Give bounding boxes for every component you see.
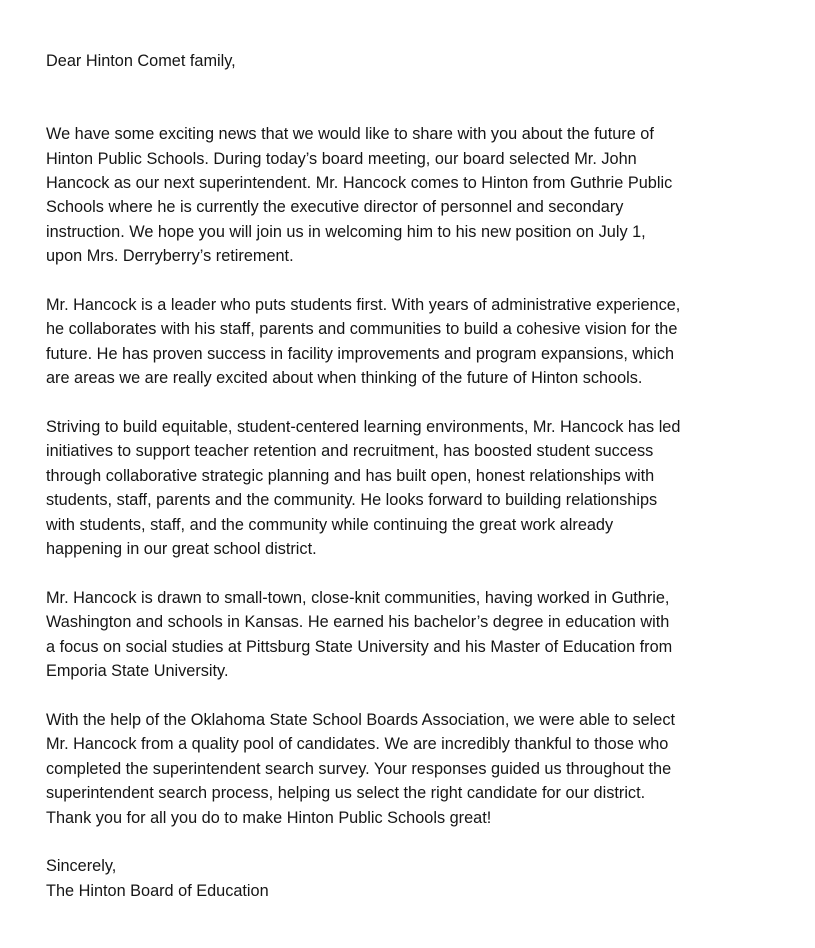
paragraph-line: Washington and schools in Kansas. He earned his bachelor’s degree in education with — [46, 613, 670, 632]
paragraph-line: Emporia State University. — [46, 662, 229, 681]
paragraph-line: upon Mrs. Derryberry’s retirement. — [46, 247, 294, 266]
letter-body — [46, 49, 806, 903]
paragraph-line: instruction. We hope you will join us in welcoming him to his new position on July 1, — [46, 222, 646, 241]
paragraph-line: With the help of the Oklahoma State School Boards Association, we were able to select — [46, 710, 675, 729]
paragraph-line: a focus on social studies at Pittsburg State University and his Master of Education from — [46, 637, 673, 656]
paragraph-announcement — [46, 122, 806, 268]
paragraph-line: superintendent search process, helping us select the right candidate for our district. — [46, 784, 646, 803]
paragraph-line: students, staff, parents and the community. He looks forward to building relationships — [46, 491, 658, 510]
paragraph-line: with students, staff, and the community while continuing the great work already — [46, 515, 614, 534]
paragraph-line: he collaborates with his staff, parents and communities to build a cohesive vision for the — [46, 320, 678, 339]
greeting: Dear Hinton Comet family, — [46, 52, 236, 70]
paragraph-line: Thank you for all you do to make Hinton Public Schools great! — [46, 808, 492, 827]
paragraph-line: are areas we are really excited about when thinking of the future of Hinton schools. — [46, 369, 643, 388]
paragraph-background — [46, 586, 806, 684]
paragraph-line: happening in our great school district. — [46, 540, 317, 559]
paragraph-line: We have some exciting news that we would like to share with you about the future of — [46, 125, 654, 144]
paragraph-line: Hancock as our next superintendent. Mr. Hancock comes to Hinton from Guthrie Public — [46, 174, 673, 193]
paragraph-line: Mr. Hancock is a leader who puts students first. With years of administrative experience, — [46, 296, 681, 315]
paragraph-thanks — [46, 708, 806, 830]
paragraph-line: through collaborative strategic planning and has built open, honest relationships with — [46, 466, 655, 485]
signature: The Hinton Board of Education — [46, 881, 269, 900]
paragraph-line: Mr. Hancock is drawn to small-town, close-knit communities, having worked in Guthrie, — [46, 588, 670, 607]
paragraph-line: completed the superintendent search survey. Your responses guided us throughout the — [46, 759, 672, 778]
closing: Sincerely, — [46, 857, 117, 876]
paragraph-line: future. He has proven success in facility improvements and program expansions, which — [46, 344, 675, 363]
paragraph-line: Hinton Public Schools. During today’s board meeting, our board selected Mr. John — [46, 149, 637, 168]
paragraph-line: Schools where he is currently the executive director of personnel and secondary — [46, 198, 624, 217]
paragraph-line: Striving to build equitable, student-centered learning environments, Mr. Hancock has led — [46, 418, 681, 437]
paragraph-initiatives — [46, 415, 806, 561]
paragraph-leadership — [46, 293, 806, 391]
paragraph-line: Mr. Hancock from a quality pool of candidates. We are incredibly thankful to those who — [46, 735, 669, 754]
paragraph-line: initiatives to support teacher retention and recruitment, has boosted student success — [46, 442, 654, 461]
